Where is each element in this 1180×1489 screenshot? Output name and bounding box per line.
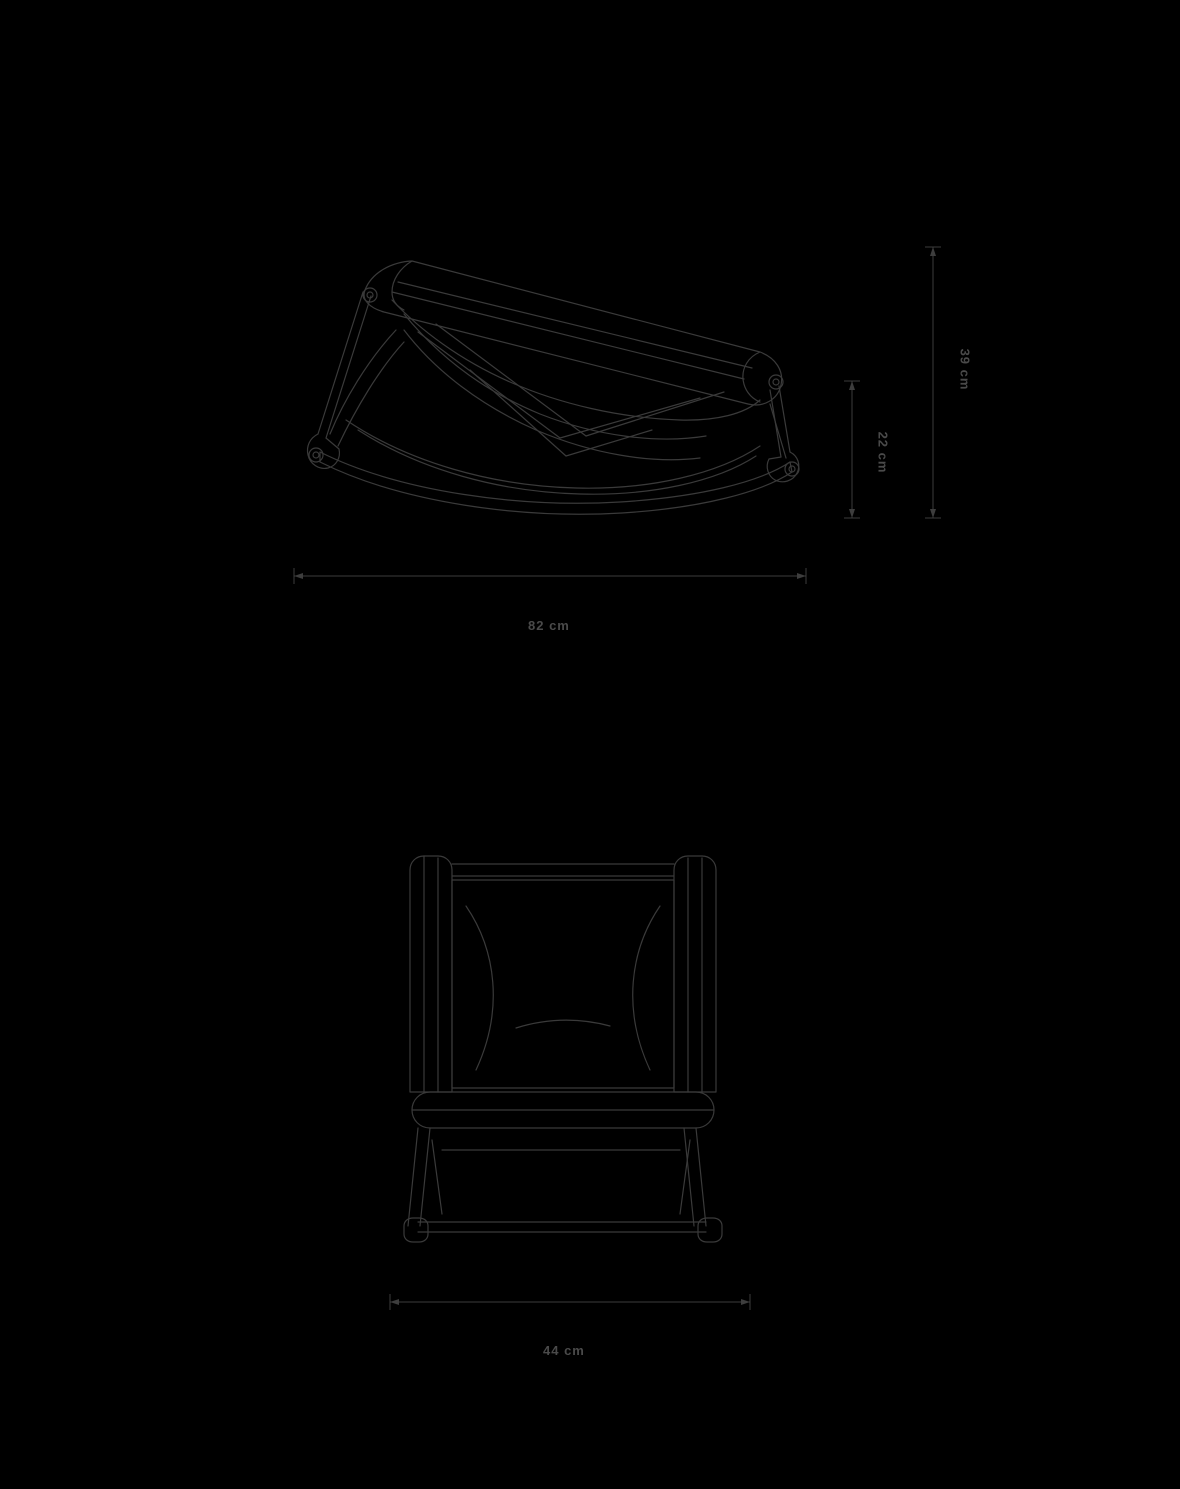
dimension-label-overall-height: 39 cm — [957, 348, 973, 391]
dimension-label-front-width: 44 cm — [543, 1343, 585, 1358]
dimension-label-seat-height: 22 cm — [875, 431, 891, 474]
dimension-label-overall-width: 82 cm — [528, 618, 570, 633]
